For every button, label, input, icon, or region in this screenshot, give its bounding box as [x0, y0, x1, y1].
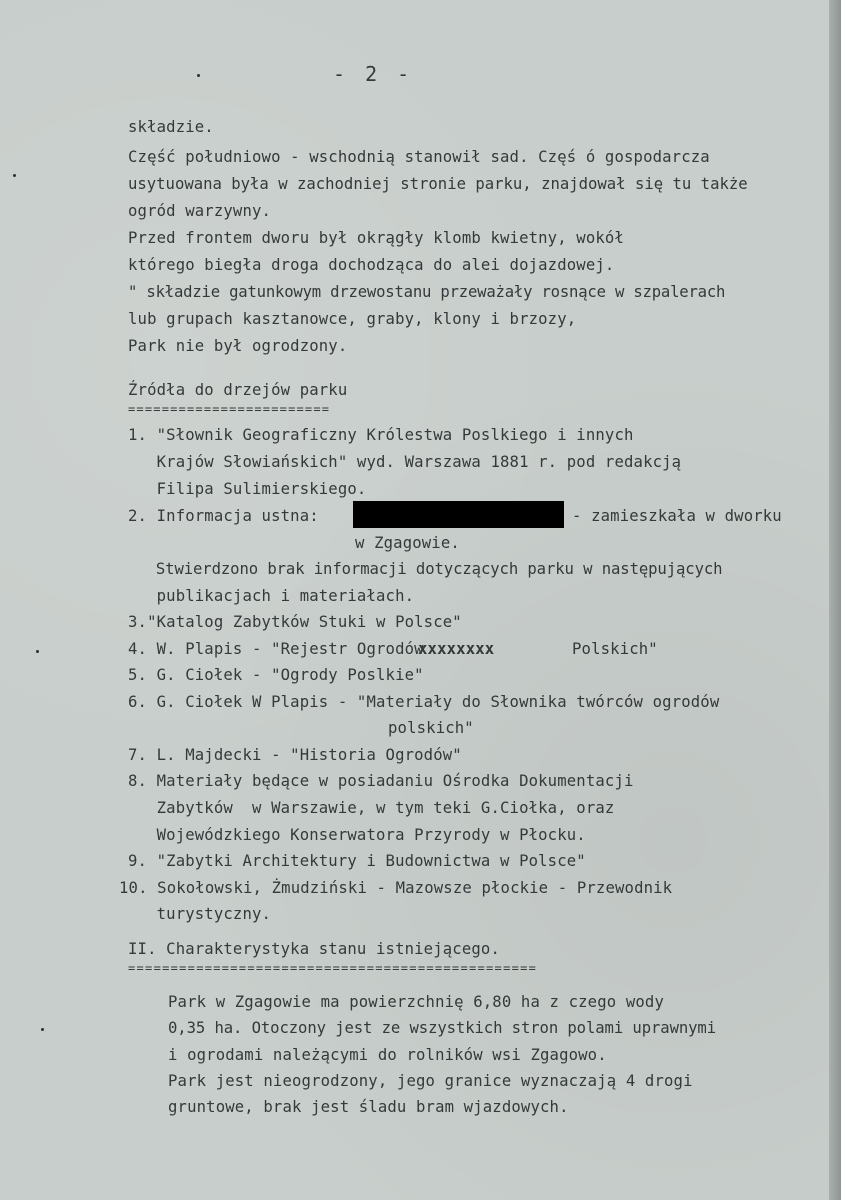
list-item: 4. W. Plapis - "Rejestr Ogrodów — [128, 640, 424, 658]
redaction-bar — [353, 501, 564, 528]
text-line: Park w Zgagowie ma powierzchnię 6,80 ha z czego wody — [168, 993, 664, 1011]
text-line: i ogrodami należącymi do rolników wsi Zgagowo. — [168, 1046, 607, 1064]
list-item: Wojewódzkiego Konserwatora Przyrody w Płocku. — [128, 826, 586, 844]
text-line: gruntowe, brak jest śladu bram wjazdowych. — [168, 1098, 569, 1116]
text-line: lub grupach kasztanowce, graby, klony i brzozy, — [128, 310, 577, 328]
list-item: 3."Katalog Zabytków Stuki w Polsce" — [128, 613, 462, 631]
heading-underline: ================================================ — [128, 961, 538, 975]
list-item: Filipa Sulimierskiego. — [128, 480, 367, 498]
section-heading-sources: Źródła do drzejów parku — [128, 381, 348, 399]
list-item: Stwierdzono brak informacji dotyczących parku w następujących — [128, 560, 723, 578]
text-line: 0,35 ha. Otoczony jest ze wszystkich stron polami uprawnymi — [168, 1019, 717, 1037]
scan-speck — [197, 74, 200, 77]
scan-edge — [829, 0, 841, 1200]
text-line: ogród warzywny. — [128, 202, 272, 220]
list-item: polskich" — [388, 719, 474, 737]
page-number: - 2 - — [333, 62, 414, 86]
list-item: publikacjach i materiałach. — [128, 587, 415, 605]
heading-underline: ======================== — [128, 402, 331, 416]
text-line: Część południowo - wschodnią stanowił sad. Częś ó gospodarcza — [128, 148, 710, 166]
list-item: 1. "Słownik Geograficzny Królestwa Poslkiego i innych — [128, 426, 634, 444]
scan-speck — [36, 650, 39, 653]
text-line: " składzie gatunkowym drzewostanu przeważały rosnące w szpalerach — [128, 283, 726, 301]
list-item: 5. G. Ciołek - "Ogrody Poslkie" — [128, 666, 424, 684]
list-item: 7. L. Majdecki - "Historia Ogrodów" — [128, 746, 462, 764]
text-line: Park jest nieogrodzony, jego granice wyznaczają 4 drogi — [168, 1072, 693, 1090]
list-item: 8. Materiały będące w posiadaniu Ośrodka Dokumentacji — [128, 772, 634, 790]
scan-speck — [13, 174, 16, 177]
list-item: 9. "Zabytki Architektury i Budownictwa w Polsce" — [128, 852, 586, 870]
scan-speck — [41, 1028, 44, 1031]
list-item: w Zgagowie. — [355, 534, 460, 552]
text-line: usytuowana była w zachodniej stronie parku, znajdował się tu także — [128, 175, 748, 193]
list-item: - zamieszkała w dworku — [572, 507, 782, 525]
list-item: 2. Informacja ustna: — [128, 507, 319, 525]
list-item: Polskich" — [572, 640, 658, 658]
struck-text: xxxxxxxx — [418, 640, 495, 658]
text-line: którego biegła droga dochodząca do alei dojazdowej. — [128, 256, 615, 274]
text-line: Park nie był ogrodzony. — [128, 337, 348, 355]
list-item: turystyczny. — [128, 905, 272, 923]
list-item: Zabytków w Warszawie, w tym teki G.Ciołka, oraz — [128, 799, 615, 817]
list-item: 6. G. Ciołek W Plapis - "Materiały do Słownika twórców ogrodów — [128, 693, 720, 711]
list-item: Krajów Słowiańskich" wyd. Warszawa 1881 r. pod redakcją — [128, 453, 682, 471]
text-line: Przed frontem dworu był okrągły klomb kwietny, wokół — [128, 229, 624, 247]
section-heading-existing-state: II. Charakterystyka stanu istniejącego. — [128, 940, 500, 958]
list-item: 10. Sokołowski, Żmudziński - Mazowsze płockie - Przewodnik — [119, 879, 673, 897]
text-line: składzie. — [128, 118, 214, 136]
